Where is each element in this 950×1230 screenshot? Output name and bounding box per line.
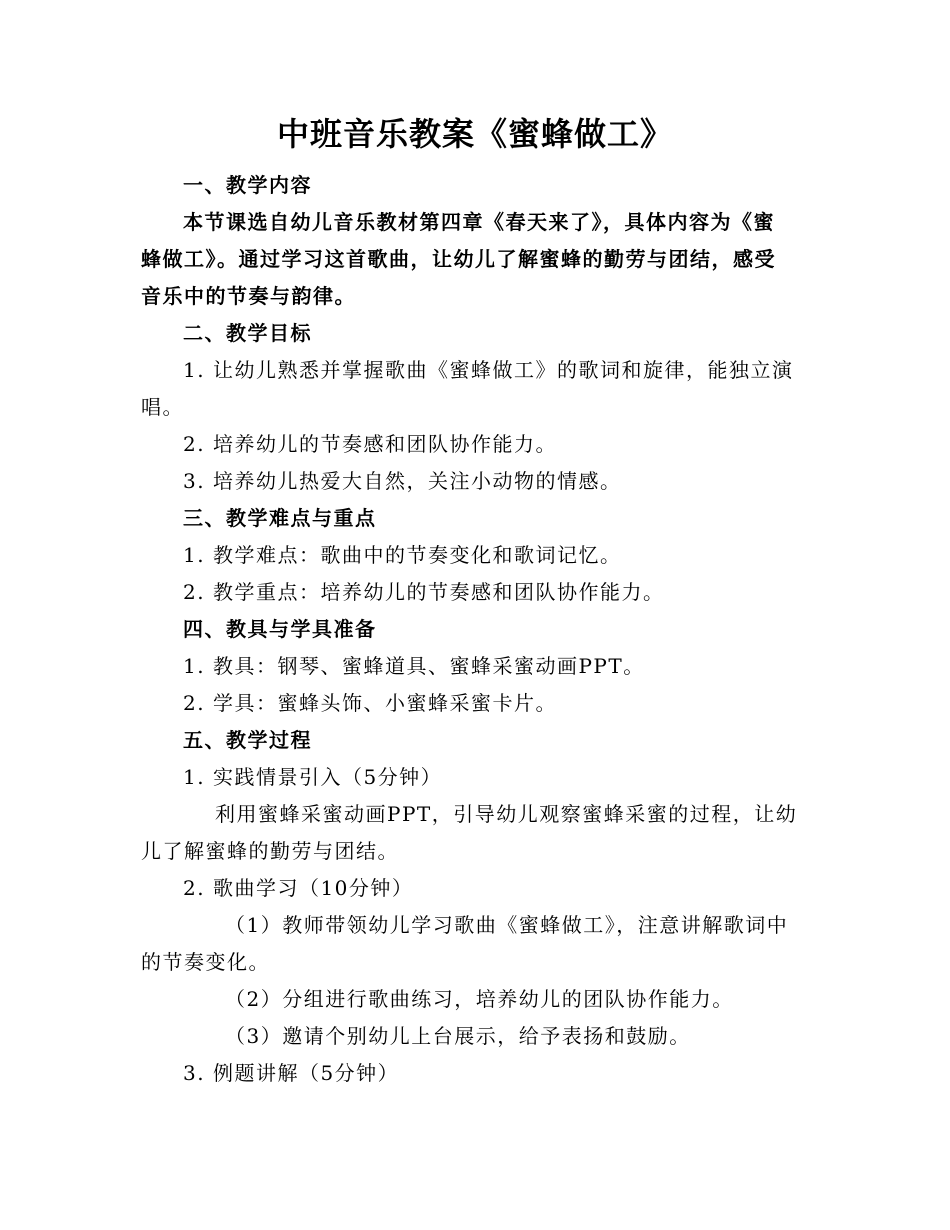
sub-item: （1）教师带领幼儿学习歌曲《蜜蜂做工》，注意讲解歌词中 <box>225 913 789 937</box>
list-item: 1. 让幼儿熟悉并掌握歌曲《蜜蜂做工》的歌词和旋律，能独立演 <box>183 358 794 382</box>
list-item: 1. 实践情景引入（5分钟） <box>183 765 443 789</box>
sub-item-continuation: 的节奏变化。 <box>141 950 270 974</box>
section-heading: 三、教学难点与重点 <box>183 506 377 530</box>
list-item: 1. 教学难点：歌曲中的节奏变化和歌词记忆。 <box>183 543 622 567</box>
section-heading: 一、教学内容 <box>183 173 312 197</box>
list-item: 2. 学具：蜜蜂头饰、小蜜蜂采蜜卡片。 <box>183 691 557 715</box>
paragraph-line: 音乐中的节奏与韵律。 <box>141 284 356 308</box>
list-item-continuation: 唱。 <box>141 395 184 419</box>
section-heading: 二、教学目标 <box>183 321 312 345</box>
paragraph-line: 本节课选自幼儿音乐教材第四章《春天来了》，具体内容为《蜜 <box>183 210 775 234</box>
list-item: 2. 教学重点：培养幼儿的节奏感和团队协作能力。 <box>183 580 665 604</box>
list-item: 3. 例题讲解（5分钟） <box>183 1061 400 1085</box>
paragraph-line: 儿了解蜜蜂的勤劳与团结。 <box>141 839 399 863</box>
paragraph-line: 利用蜜蜂采蜜动画PPT，引导幼儿观察蜜蜂采蜜的过程，让幼 <box>215 802 798 826</box>
sub-item: （3）邀请个别幼儿上台展示，给予表扬和鼓励。 <box>225 1024 691 1048</box>
list-item: 2. 培养幼儿的节奏感和团队协作能力。 <box>183 432 557 456</box>
list-item: 2. 歌曲学习（10分钟） <box>183 876 414 900</box>
list-item: 3. 培养幼儿热爱大自然，关注小动物的情感。 <box>183 469 622 493</box>
section-heading: 四、教具与学具准备 <box>183 617 377 641</box>
paragraph-line: 蜂做工》。通过学习这首歌曲，让幼儿了解蜜蜂的勤劳与团结，感受 <box>141 247 776 271</box>
sub-item: （2）分组进行歌曲练习，培养幼儿的团队协作能力。 <box>225 987 734 1011</box>
section-heading: 五、教学过程 <box>183 728 312 752</box>
list-item: 1. 教具：钢琴、蜜蜂道具、蜜蜂采蜜动画PPT。 <box>183 654 645 678</box>
document-title: 中班音乐教案《蜜蜂做工》 <box>276 115 673 153</box>
